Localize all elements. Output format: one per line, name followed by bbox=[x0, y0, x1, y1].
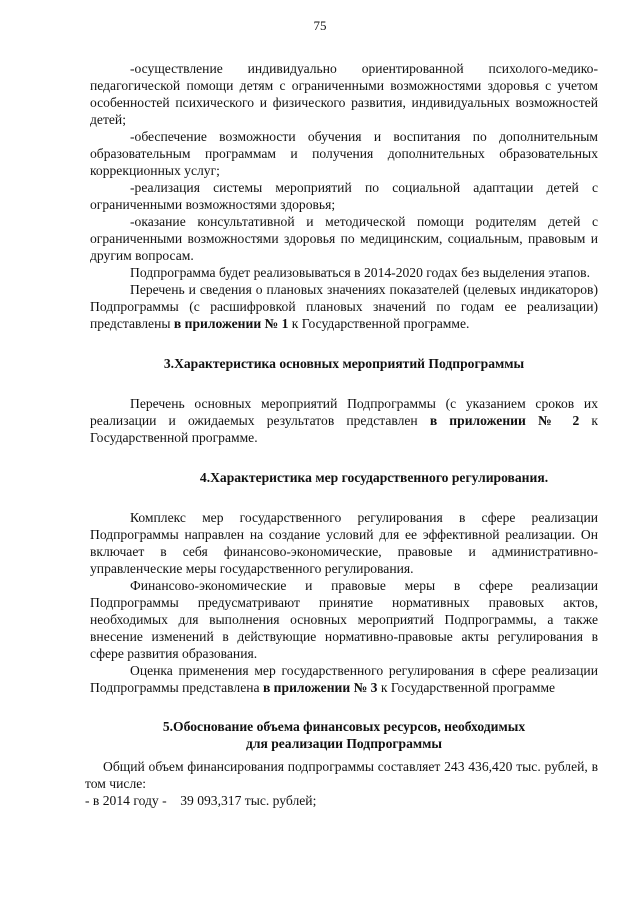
measures-list-text: Перечень основных мероприятий Подпрограммы (с указанием сроков их реализации и ожидаемых результатов представлен bbox=[90, 396, 598, 428]
document-body bbox=[85, 60, 598, 809]
section-5-heading bbox=[90, 718, 598, 752]
period-paragraph: Подпрограмма будет реализовываться в 2014-2020 годах без выделения этапов. bbox=[130, 265, 590, 280]
total-funding-paragraph: Общий объем финансирования подпрограммы составляет 243 436,420 тыс. рублей, в том числе: bbox=[85, 759, 598, 791]
section-5-heading-line-2: для реализации Подпрограммы bbox=[245, 736, 443, 751]
appendix-2-reference: в приложении № 2 bbox=[429, 413, 580, 428]
complex-paragraph: Комплекс мер государственного регулирования в сфере реализации Подпрограммы направлен на создание условий для ее эффективной реализации. Он включает в себя финансово-экономические, правовые и административно-управленческие меры государственного регулирования. bbox=[90, 510, 598, 576]
indicators-paragraph bbox=[90, 281, 598, 332]
appendix-1-reference: в приложении № 1 bbox=[173, 316, 289, 331]
year-2014-amount: 39 093,317 тыс. рублей; bbox=[180, 793, 317, 808]
bullet-item: -реализация системы мероприятий по социальной адаптации детей с ограниченными возможностями здоровья; bbox=[90, 180, 598, 212]
indicators-text: Перечень и сведения о плановых значениях показателей (целевых индикаторов) Подпрограммы (с расшифровкой плановых значений по годам ее реализации) представлены bbox=[90, 282, 598, 331]
measures-list-tail: к Государственной программе. bbox=[90, 413, 598, 445]
financial-paragraph: Финансово-экономические и правовые меры в сфере реализации Подпрограммы предусматривают принятие нормативных правовых актов, необходимых для выполнения основных мероприятий Подпрограммы, а также внесение изменений в действующие нормативно-правовые акты регулирования в сфере развития образования. bbox=[90, 578, 598, 661]
bullet-item: -осуществление индивидуально ориентированной психолого-медико-педагогической помощи детям с ограниченными возможностями здоровья с учетом особенностей психического и физического развития, индивидуальных возможностей детей; bbox=[90, 61, 598, 127]
section-4-heading: 4.Характеристика мер государственного регулирования. bbox=[199, 470, 549, 485]
bullet-item: -обеспечение возможности обучения и воспитания по дополнительным образовательным программам и получения дополнительных образовательных коррекционных услуг; bbox=[90, 129, 598, 178]
assessment-paragraph bbox=[90, 662, 598, 696]
appendix-3-reference: в приложении № 3 bbox=[262, 680, 378, 695]
bullet-item: -оказание консультативной и методической помощи родителям детей с ограниченными возможностями здоровья по медицинским, социальным, правовым и другим вопросам. bbox=[90, 214, 598, 263]
assessment-tail: к Государственной программе bbox=[377, 680, 556, 695]
section-5-heading-line-1: 5.Обоснование объема финансовых ресурсов, необходимых bbox=[162, 719, 526, 734]
measures-list-paragraph bbox=[90, 395, 598, 446]
assessment-text: Оценка применения мер государственного регулирования в сфере реализации Подпрограммы представлена bbox=[90, 663, 598, 695]
page-number: 75 bbox=[313, 18, 327, 33]
year-2014-label: - в 2014 году - bbox=[85, 793, 167, 808]
section-3-heading: 3.Характеристика основных мероприятий Подпрограммы bbox=[163, 356, 525, 371]
year-2014-line bbox=[85, 792, 598, 809]
indicators-tail: к Государственной программе. bbox=[288, 316, 470, 331]
